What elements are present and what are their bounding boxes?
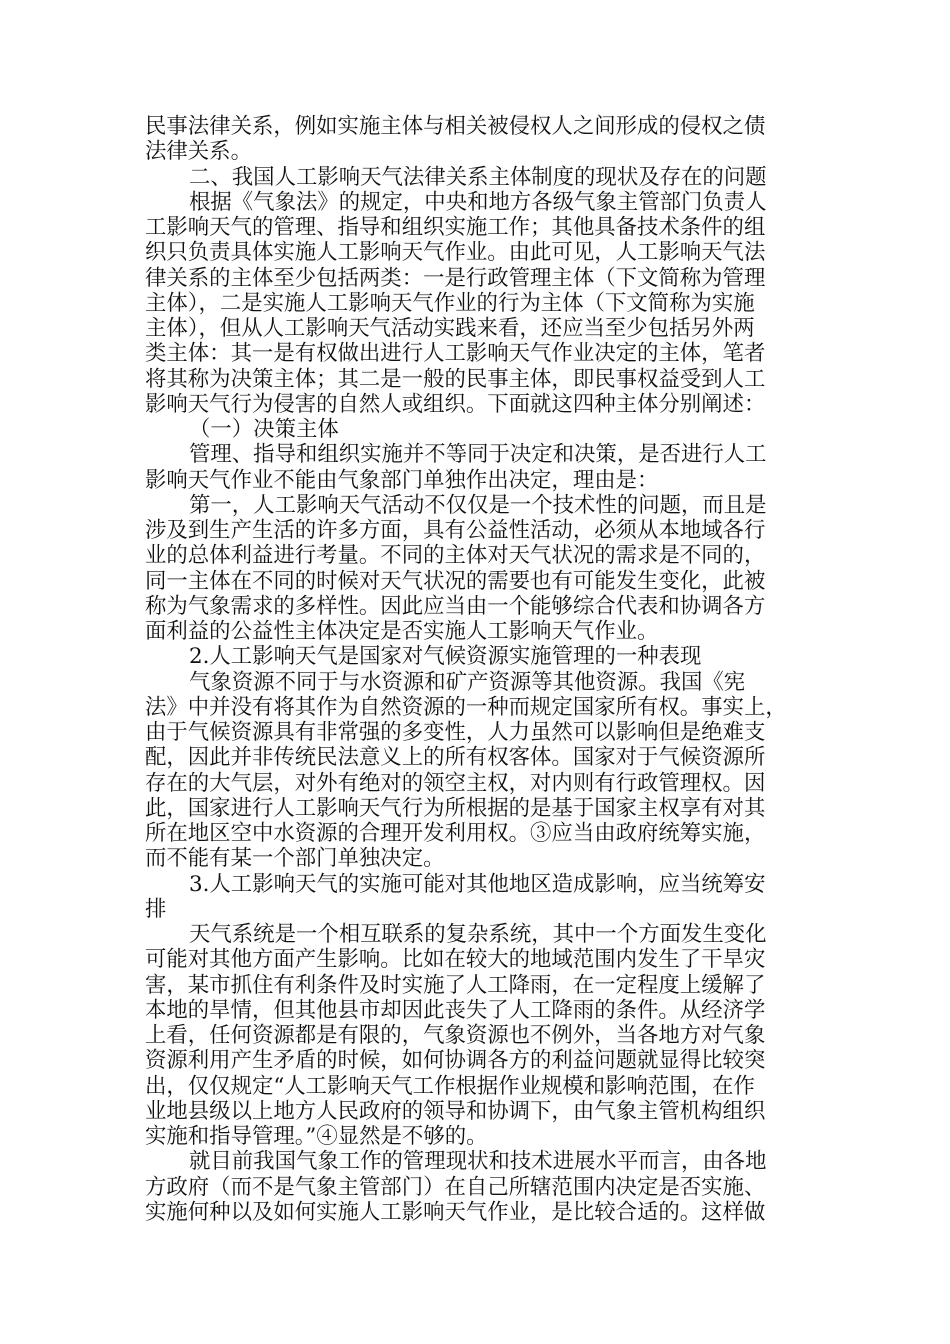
document-body <box>145 114 805 1225</box>
text-line: 称为气象需求的多样性。因此应当由一个能够综合代表和协调各方 <box>145 593 766 619</box>
text-line: 而不能有某一个部门单独决定。 <box>145 846 445 872</box>
text-line: 实施何种以及如何实施人工影响天气作业，是比较合适的。这样做 <box>145 1199 766 1225</box>
text-line: 民事法律关系，例如实施主体与相关被侵权人之间形成的侵权之债 <box>145 114 766 139</box>
text-line: 将其称为决策主体；其二是一般的民事主体，即民事权益受到人工 <box>145 366 766 392</box>
text-line: 类主体：其一是有权做出进行人工影响天气作业决定的主体，笔者 <box>145 341 766 367</box>
text-line: 律关系的主体至少包括两类：一是行政管理主体（下文简称为管理 <box>145 265 766 291</box>
text-line: 就目前我国气象工作的管理现状和技术进展水平而言，由各地 <box>189 1149 767 1175</box>
text-line: 资源利用产生矛盾的时候，如何协调各方的利益问题就显得比较突 <box>145 1048 766 1074</box>
text-line: 工影响天气的管理、指导和组织实施工作；其他具备技术条件的组 <box>145 215 766 240</box>
text-line: 业的总体利益进行考量。不同的主体对天气状况的需求是不同的， <box>145 543 766 569</box>
text-line: 害，某市抓住有利条件及时实施了人工降雨，在一定程度上缓解了 <box>145 972 766 998</box>
text-line: 2.人工影响天气是国家对气候资源实施管理的一种表现 <box>189 644 702 670</box>
text-line: 管理、指导和组织实施并不等同于决定和决策，是否进行人工 <box>189 442 767 468</box>
text-line: 第一，人工影响天气活动不仅仅是一个技术性的问题，而且是 <box>189 492 767 518</box>
text-line: 可能对其他方面产生影响。比如在较大的地域范围内发生了干旱灾 <box>145 947 766 973</box>
text-line: 影响天气行为侵害的自然人或组织。下面就这四种主体分别阐述： <box>145 391 766 417</box>
text-line: 实施和指导管理。”④显然是不够的。 <box>145 1124 488 1149</box>
text-line: 主体），二是实施人工影响天气作业的行为主体（下文简称为实施 <box>145 290 755 316</box>
text-line: 上看，任何资源都是有限的，气象资源也不例外，当各地方对气象 <box>145 1023 766 1048</box>
text-line: 涉及到生产生活的许多方面，具有公益性活动，必须从本地域各行 <box>145 518 766 543</box>
text-line: 业地县级以上地方人民政府的领导和协调下，由气象主管机构组织 <box>145 1098 766 1124</box>
text-line: 同一主体在不同的时候对天气状况的需要也有可能发生变化，此被 <box>145 568 766 594</box>
text-line: 法律关系。 <box>145 139 252 165</box>
text-line: 天气系统是一个相互联系的复杂系统，其中一个方面发生变化 <box>189 922 767 947</box>
text-line: 根据《气象法》的规定，中央和地方各级气象主管部门负责人 <box>189 189 767 215</box>
text-line: （一）决策主体 <box>189 417 339 442</box>
text-line: 配，因此并非传统民法意义上的所有权客体。国家对于气候资源所 <box>145 745 766 771</box>
text-line: 气象资源不同于与水资源和矿产资源等其他资源。我国《宪 <box>189 669 746 695</box>
text-line: 法》中并没有将其作为自然资源的一种而规定国家所有权。事实上， <box>145 694 787 720</box>
text-line: 存在的大气层，对外有绝对的领空主权，对内则有行政管理权。因 <box>145 770 766 796</box>
text-line: 3.人工影响天气的实施可能对其他地区造成影响，应当统筹安 <box>189 871 766 897</box>
text-line: 此，国家进行人工影响天气行为所根据的是基于国家主权享有对其 <box>145 795 766 821</box>
text-line: 影响天气作业不能由气象部门单独作出决定，理由是： <box>145 467 659 493</box>
text-line: 排 <box>145 896 167 922</box>
text-line: 织只负责具体实施人工影响天气作业。由此可见，人工影响天气法 <box>145 240 766 266</box>
text-line: 主体），但从人工影响天气活动实践来看，还应当至少包括另外两 <box>145 316 755 341</box>
text-line: 方政府（而不是气象主管部门）在自己所辖范围内决定是否实施、 <box>145 1174 766 1200</box>
text-line: 由于气候资源具有非常强的多变性，人力虽然可以影响但是绝难支 <box>145 720 766 745</box>
text-line: 面利益的公益性主体决定是否实施人工影响天气作业。 <box>145 619 659 644</box>
text-line: 二、我国人工影响天气法律关系主体制度的现状及存在的问题 <box>189 164 767 190</box>
text-line: 所在地区空中水资源的合理开发利用权。③应当由政府统筹实施， <box>145 821 766 846</box>
text-line: 出，仅仅规定“人工影响天气工作根据作业规模和影响范围，在作 <box>145 1073 755 1099</box>
text-line: 本地的旱情，但其他县市却因此丧失了人工降雨的条件。从经济学 <box>145 997 766 1023</box>
